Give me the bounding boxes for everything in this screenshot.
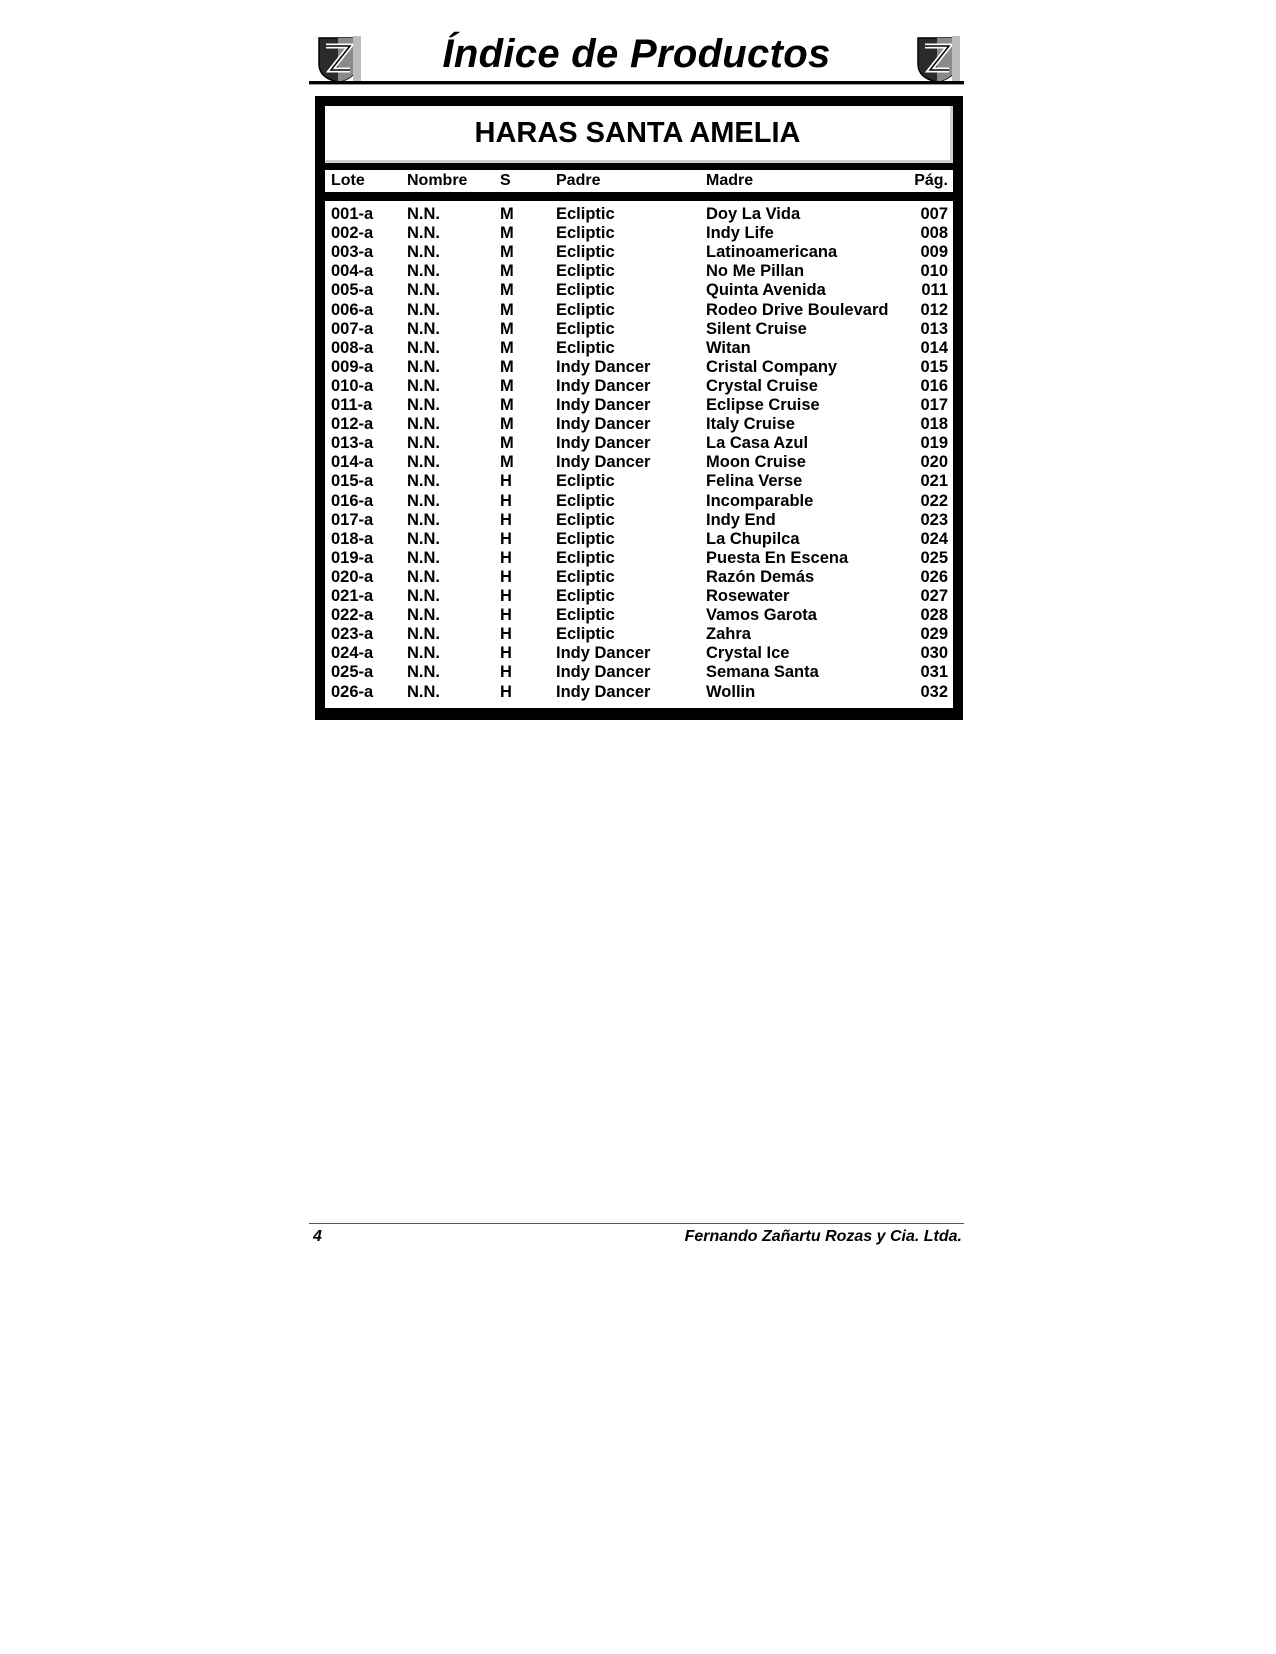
table-row bbox=[325, 301, 953, 320]
madre-cell: Felina Verse bbox=[706, 472, 803, 491]
pagina-cell: 023 bbox=[920, 510, 948, 529]
nombre-cell: N.N. bbox=[407, 300, 440, 319]
padre-cell: Ecliptic bbox=[556, 281, 615, 300]
lote-cell: 023-a bbox=[331, 625, 374, 644]
table-row bbox=[325, 472, 953, 491]
padre-cell: Indy Dancer bbox=[556, 682, 651, 701]
sexo-cell: M bbox=[500, 453, 514, 472]
madre-cell: La Casa Azul bbox=[706, 434, 809, 453]
padre-cell: Ecliptic bbox=[556, 587, 615, 605]
pagina-cell: 026 bbox=[920, 567, 948, 586]
table-row bbox=[325, 320, 953, 339]
lote-cell: 006-a bbox=[331, 300, 374, 319]
lote-cell: 019-a bbox=[331, 548, 374, 567]
madre-cell: Indy End bbox=[706, 510, 776, 529]
padre-cell: Ecliptic bbox=[556, 224, 615, 243]
table-row bbox=[325, 625, 953, 644]
table-row bbox=[325, 549, 953, 568]
pagina-cell: 029 bbox=[920, 625, 948, 644]
page-header bbox=[309, 30, 964, 86]
madre-cell: Latinoamericana bbox=[706, 243, 838, 262]
sexo-cell: H bbox=[500, 644, 512, 663]
sexo-cell: H bbox=[500, 472, 512, 491]
pagina-cell: 018 bbox=[920, 415, 948, 434]
padre-cell: Ecliptic bbox=[556, 243, 615, 262]
table-row bbox=[325, 511, 953, 530]
nombre-cell: N.N. bbox=[407, 415, 440, 434]
padre-cell: Indy Dancer bbox=[556, 434, 651, 453]
nombre-cell: N.N. bbox=[407, 510, 440, 529]
sexo-cell: M bbox=[500, 262, 514, 281]
madre-cell: Witan bbox=[706, 338, 751, 357]
madre-cell: Italy Cruise bbox=[706, 415, 795, 434]
table-row bbox=[325, 243, 953, 262]
table-row bbox=[325, 396, 953, 415]
padre-cell: Indy Dancer bbox=[556, 357, 651, 376]
padre-cell: Indy Dancer bbox=[556, 453, 651, 472]
padre-cell: Ecliptic bbox=[556, 529, 615, 548]
column-header-madre: Madre bbox=[706, 172, 754, 189]
pagina-cell: 016 bbox=[920, 376, 948, 395]
nombre-cell: N.N. bbox=[407, 281, 440, 300]
table-row bbox=[325, 587, 953, 606]
madre-cell: Zahra bbox=[706, 625, 751, 644]
sexo-cell: H bbox=[500, 567, 512, 586]
lote-cell: 016-a bbox=[331, 491, 374, 510]
padre-cell: Indy Dancer bbox=[556, 644, 651, 663]
lote-cell: 021-a bbox=[331, 587, 374, 605]
pagina-cell: 019 bbox=[920, 434, 948, 453]
sexo-cell: M bbox=[500, 319, 514, 338]
madre-cell: Semana Santa bbox=[706, 663, 819, 682]
table-row bbox=[325, 568, 953, 587]
sexo-cell: M bbox=[500, 338, 514, 357]
padre-cell: Ecliptic bbox=[556, 606, 615, 625]
madre-cell: Moon Cruise bbox=[706, 453, 806, 472]
sexo-cell: M bbox=[500, 396, 514, 414]
lote-cell: 008-a bbox=[331, 338, 374, 357]
footer-divider bbox=[309, 1223, 964, 1224]
table-row bbox=[325, 644, 953, 663]
sexo-cell: H bbox=[500, 529, 512, 548]
sexo-cell: H bbox=[500, 587, 512, 605]
lote-cell: 005-a bbox=[331, 281, 374, 300]
padre-cell: Ecliptic bbox=[556, 319, 615, 338]
sexo-cell: H bbox=[500, 606, 512, 625]
pagina-cell: 024 bbox=[920, 529, 948, 548]
z-shield-logo-icon bbox=[912, 34, 962, 84]
column-header-nombre: Nombre bbox=[407, 172, 468, 189]
pagina-cell: 028 bbox=[920, 606, 948, 625]
madre-cell: Rodeo Drive Boulevard bbox=[706, 300, 889, 319]
padre-cell: Ecliptic bbox=[556, 472, 615, 491]
lote-cell: 017-a bbox=[331, 510, 374, 529]
madre-cell: Cristal Company bbox=[706, 357, 838, 376]
lote-cell: 009-a bbox=[331, 357, 374, 376]
nombre-cell: N.N. bbox=[407, 606, 440, 625]
pagina-cell: 010 bbox=[920, 262, 948, 281]
column-header-lote: Lote bbox=[331, 172, 365, 189]
table-row bbox=[325, 434, 953, 453]
nombre-cell: N.N. bbox=[407, 376, 440, 395]
nombre-cell: N.N. bbox=[407, 357, 440, 376]
pagina-cell: 021 bbox=[920, 472, 948, 491]
product-index-panel bbox=[315, 96, 963, 720]
table-row bbox=[325, 606, 953, 625]
padre-cell: Ecliptic bbox=[556, 548, 615, 567]
pagina-cell: 027 bbox=[920, 587, 948, 605]
table-row bbox=[325, 415, 953, 434]
padre-cell: Ecliptic bbox=[556, 625, 615, 644]
madre-cell: La Chupilca bbox=[706, 529, 800, 548]
page-number: 4 bbox=[313, 1228, 322, 1245]
padre-cell: Ecliptic bbox=[556, 205, 615, 223]
nombre-cell: N.N. bbox=[407, 205, 440, 223]
nombre-cell: N.N. bbox=[407, 663, 440, 682]
madre-cell: Silent Cruise bbox=[706, 319, 807, 338]
pagina-cell: 017 bbox=[920, 396, 948, 414]
lote-cell: 004-a bbox=[331, 262, 374, 281]
nombre-cell: N.N. bbox=[407, 262, 440, 281]
sexo-cell: M bbox=[500, 376, 514, 395]
madre-cell: Wollin bbox=[706, 682, 756, 701]
pagina-cell: 008 bbox=[920, 224, 948, 243]
lote-cell: 012-a bbox=[331, 415, 374, 434]
table-row bbox=[325, 262, 953, 281]
sexo-cell: M bbox=[500, 205, 514, 223]
table-row bbox=[325, 339, 953, 358]
nombre-cell: N.N. bbox=[407, 625, 440, 644]
padre-cell: Ecliptic bbox=[556, 262, 615, 281]
sexo-cell: M bbox=[500, 434, 514, 453]
padre-cell: Indy Dancer bbox=[556, 396, 651, 414]
nombre-cell: N.N. bbox=[407, 243, 440, 262]
nombre-cell: N.N. bbox=[407, 644, 440, 663]
table-row bbox=[325, 492, 953, 511]
lote-cell: 026-a bbox=[331, 682, 374, 701]
column-header-pag: Pág. bbox=[914, 172, 948, 189]
sexo-cell: H bbox=[500, 548, 512, 567]
nombre-cell: N.N. bbox=[407, 567, 440, 586]
nombre-cell: N.N. bbox=[407, 548, 440, 567]
lote-cell: 003-a bbox=[331, 243, 374, 262]
pagina-cell: 030 bbox=[920, 644, 948, 663]
pagina-cell: 013 bbox=[920, 319, 948, 338]
nombre-cell: N.N. bbox=[407, 472, 440, 491]
company-name: Fernando Zañartu Rozas y Cia. Ltda. bbox=[684, 1228, 962, 1245]
madre-cell: Puesta En Escena bbox=[706, 548, 849, 567]
table-row bbox=[325, 453, 953, 472]
nombre-cell: N.N. bbox=[407, 319, 440, 338]
padre-cell: Ecliptic bbox=[556, 510, 615, 529]
madre-cell: Doy La Vida bbox=[706, 205, 801, 223]
lote-cell: 018-a bbox=[331, 529, 374, 548]
nombre-cell: N.N. bbox=[407, 529, 440, 548]
pagina-cell: 011 bbox=[921, 281, 948, 300]
sexo-cell: H bbox=[500, 491, 512, 510]
lote-cell: 015-a bbox=[331, 472, 374, 491]
padre-cell: Ecliptic bbox=[556, 338, 615, 357]
madre-cell: No Me Pillan bbox=[706, 262, 805, 281]
pagina-cell: 025 bbox=[920, 548, 948, 567]
sexo-cell: H bbox=[500, 663, 512, 682]
lote-cell: 010-a bbox=[331, 376, 374, 395]
sexo-cell: M bbox=[500, 357, 514, 376]
lote-cell: 007-a bbox=[331, 319, 374, 338]
madre-cell: Incomparable bbox=[706, 491, 814, 510]
padre-cell: Indy Dancer bbox=[556, 415, 651, 434]
pagina-cell: 007 bbox=[920, 205, 948, 223]
pagina-cell: 014 bbox=[920, 338, 948, 357]
padre-cell: Ecliptic bbox=[556, 567, 615, 586]
padre-cell: Ecliptic bbox=[556, 491, 615, 510]
nombre-cell: N.N. bbox=[407, 434, 440, 453]
lote-cell: 014-a bbox=[331, 453, 374, 472]
pagina-cell: 031 bbox=[920, 663, 948, 682]
lote-cell: 020-a bbox=[331, 567, 374, 586]
pagina-cell: 012 bbox=[920, 300, 948, 319]
nombre-cell: N.N. bbox=[407, 338, 440, 357]
table-row bbox=[325, 683, 953, 702]
table-row bbox=[325, 358, 953, 377]
madre-cell: Quinta Avenida bbox=[706, 281, 826, 300]
sexo-cell: H bbox=[500, 625, 512, 644]
madre-cell: Rosewater bbox=[706, 587, 790, 605]
sexo-cell: M bbox=[500, 243, 514, 262]
lote-cell: 024-a bbox=[331, 644, 374, 663]
table-row bbox=[325, 281, 953, 300]
padre-cell: Indy Dancer bbox=[556, 376, 651, 395]
nombre-cell: N.N. bbox=[407, 682, 440, 701]
sexo-cell: H bbox=[500, 682, 512, 701]
padre-cell: Ecliptic bbox=[556, 300, 615, 319]
section-title: HARAS SANTA AMELIA bbox=[325, 106, 953, 163]
sexo-cell: H bbox=[500, 510, 512, 529]
padre-cell: Indy Dancer bbox=[556, 663, 651, 682]
table-header bbox=[325, 170, 953, 192]
lote-cell: 022-a bbox=[331, 606, 374, 625]
lote-cell: 002-a bbox=[331, 224, 374, 243]
madre-cell: Eclipse Cruise bbox=[706, 396, 820, 414]
table-row bbox=[325, 530, 953, 549]
madre-cell: Crystal Ice bbox=[706, 644, 790, 663]
nombre-cell: N.N. bbox=[407, 396, 440, 414]
page-title: Índice de Productos bbox=[442, 32, 831, 76]
nombre-cell: N.N. bbox=[407, 453, 440, 472]
lote-cell: 001-a bbox=[331, 205, 374, 223]
madre-cell: Vamos Garota bbox=[706, 606, 817, 625]
madre-cell: Indy Life bbox=[706, 224, 774, 243]
lote-cell: 013-a bbox=[331, 434, 374, 453]
nombre-cell: N.N. bbox=[407, 491, 440, 510]
nombre-cell: N.N. bbox=[407, 224, 440, 243]
madre-cell: Crystal Cruise bbox=[706, 376, 818, 395]
column-header-padre: Padre bbox=[556, 172, 601, 189]
nombre-cell: N.N. bbox=[407, 587, 440, 605]
pagina-cell: 009 bbox=[920, 243, 948, 262]
header-divider bbox=[309, 81, 964, 85]
table-header-row bbox=[325, 171, 953, 190]
pagina-cell: 015 bbox=[920, 357, 948, 376]
table-row bbox=[325, 377, 953, 396]
table-row bbox=[325, 224, 953, 243]
pagina-cell: 020 bbox=[920, 453, 948, 472]
pagina-cell: 032 bbox=[920, 682, 948, 701]
pagina-cell: 022 bbox=[920, 491, 948, 510]
sexo-cell: M bbox=[500, 224, 514, 243]
lote-cell: 025-a bbox=[331, 663, 374, 682]
column-header-s: S bbox=[500, 172, 511, 189]
table-body bbox=[325, 201, 953, 708]
madre-cell: Razón Demás bbox=[706, 567, 815, 586]
lote-cell: 011-a bbox=[331, 396, 373, 414]
sexo-cell: M bbox=[500, 300, 514, 319]
table-row bbox=[325, 663, 953, 682]
table-row bbox=[325, 205, 953, 224]
sexo-cell: M bbox=[500, 281, 514, 300]
sexo-cell: M bbox=[500, 415, 514, 434]
